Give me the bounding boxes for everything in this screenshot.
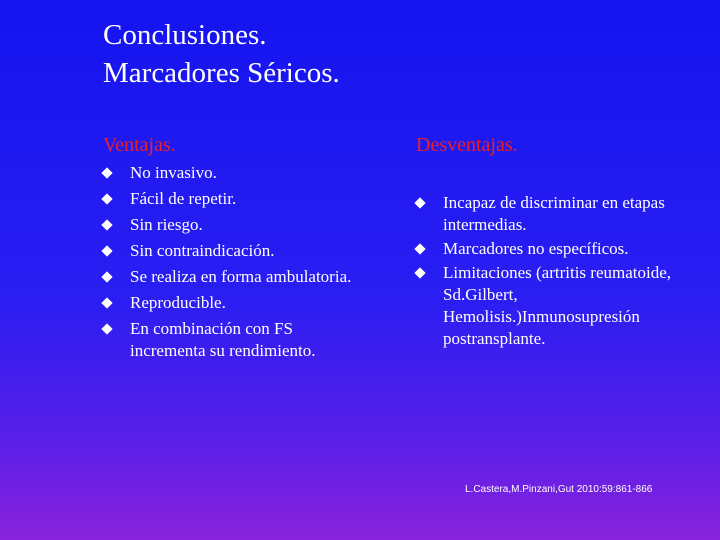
list-item (103, 292, 403, 314)
list-item-text: Reproducible. (130, 293, 226, 312)
ventajas-list (103, 162, 403, 366)
slide-title-line-2: Marcadores Séricos. (103, 57, 340, 89)
list-item-text: Se realiza en forma ambulatoria. (130, 267, 352, 286)
diamond-bullet-icon (414, 267, 425, 278)
list-item (103, 240, 403, 262)
ventajas-heading: Ventajas. (103, 134, 176, 156)
list-item-text: Incapaz de discriminar en etapas intermedias. (443, 193, 665, 234)
list-item-text: Fácil de repetir. (130, 189, 237, 208)
diamond-bullet-icon (414, 243, 425, 254)
diamond-bullet-icon (101, 193, 112, 204)
list-item (103, 266, 403, 288)
list-item-text: En combinación con FS incrementa su rendimiento. (130, 319, 316, 360)
list-item (103, 318, 365, 362)
list-item (416, 238, 716, 260)
list-item-text: Limitaciones (artritis reumatoide, Sd.Gilbert, Hemolisis.)Inmunosupresión postransplante. (443, 263, 672, 348)
diamond-bullet-icon (101, 167, 112, 178)
desventajas-list (416, 192, 716, 352)
slide-title-line-1: Conclusiones. (103, 19, 267, 51)
diamond-bullet-icon (101, 219, 112, 230)
list-item (416, 262, 708, 350)
list-item-text: No invasivo. (130, 163, 217, 182)
citation: L.Castera,M.Pinzani,Gut 2010:59:861-866 (465, 484, 653, 495)
diamond-bullet-icon (101, 323, 112, 334)
diamond-bullet-icon (101, 297, 112, 308)
list-item-text: Sin riesgo. (130, 215, 203, 234)
list-item-text: Sin contraindicación. (130, 241, 275, 260)
diamond-bullet-icon (101, 245, 112, 256)
list-item-text: Marcadores no específicos. (443, 239, 629, 258)
diamond-bullet-icon (414, 197, 425, 208)
slide-title (103, 16, 340, 92)
diamond-bullet-icon (101, 271, 112, 282)
list-item (103, 214, 403, 236)
list-item (103, 162, 403, 184)
list-item (103, 188, 403, 210)
list-item (416, 192, 720, 236)
desventajas-heading: Desventajas. (416, 134, 518, 156)
